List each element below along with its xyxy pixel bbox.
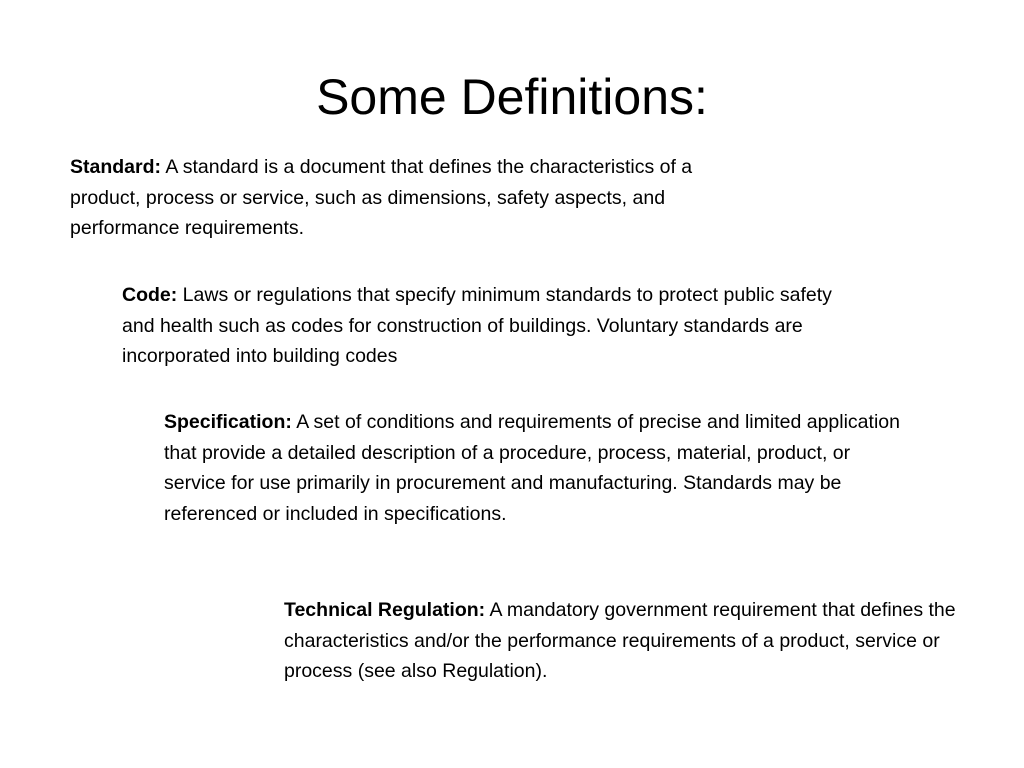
definition-text: Laws or regulations that specify minimum standards to protect public safety and health such as codes for construction of buildings. Voluntary standards are incorporated into building codes xyxy=(122,284,832,367)
definition-term: Technical Regulation: xyxy=(284,599,486,621)
definition-term: Specification: xyxy=(164,411,292,433)
definition-text: A standard is a document that defines the characteristics of a product, process or service, such as dimensions, safety aspects, and performance requirements. xyxy=(70,156,693,239)
definition-text: A set of conditions and requirements of precise and limited application that provide a detailed description of a procedure, process, material, product, or service for use primarily in procurement and manufacturing. Standards may be referenced or included in specifications. xyxy=(164,411,900,525)
definition-standard xyxy=(70,152,710,244)
definition-code xyxy=(122,280,842,372)
definition-specification xyxy=(164,407,904,529)
definition-technical-regulation xyxy=(284,595,1004,687)
definition-term: Standard: xyxy=(70,156,162,178)
definition-text: A mandatory government requirement that defines the characteristics and/or the performance requirements of a product, service or process (see also Regulation). xyxy=(284,599,956,682)
definition-term: Code: xyxy=(122,284,178,306)
slide-title: Some Definitions: xyxy=(316,69,708,125)
